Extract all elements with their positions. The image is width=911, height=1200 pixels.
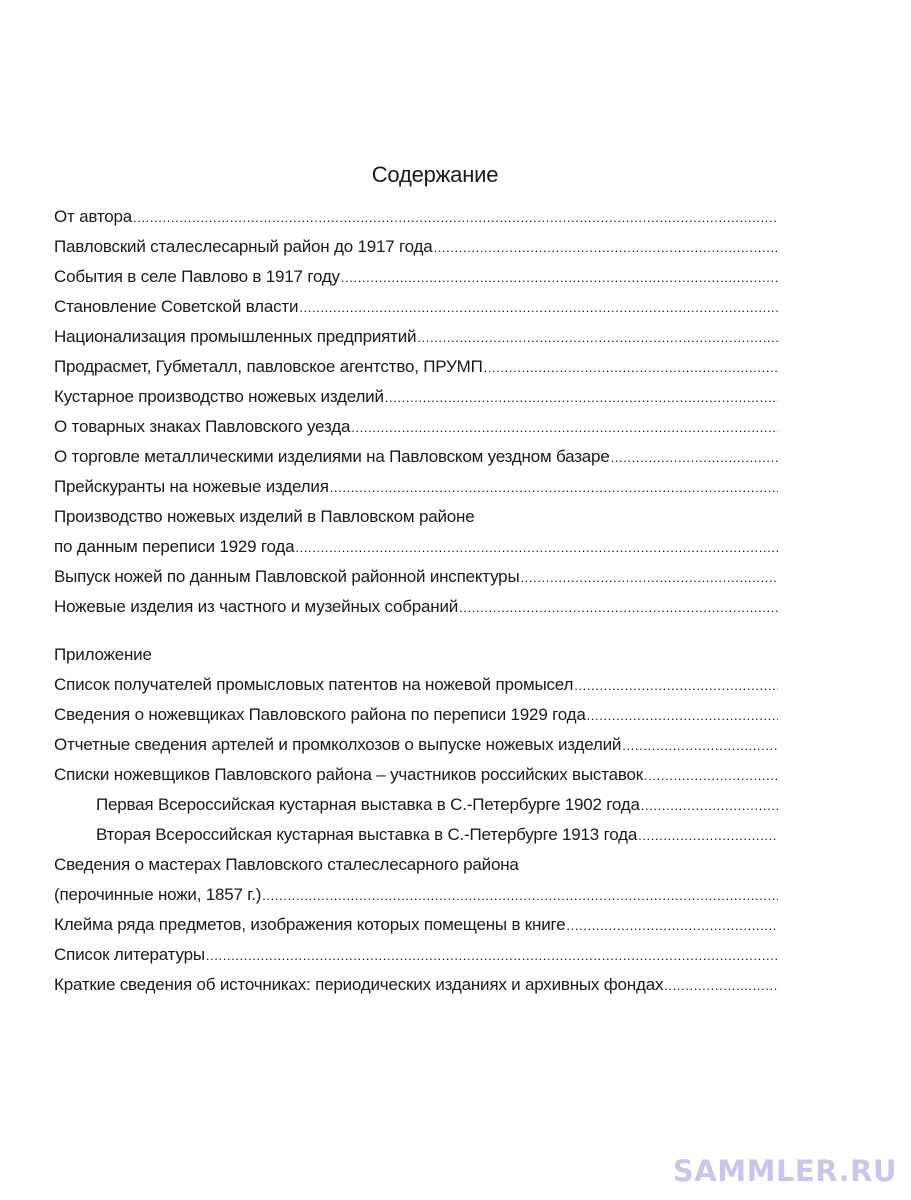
toc-entry-first-line: Производство ножевых изделий в Павловском районе bbox=[54, 507, 475, 526]
toc-entry bbox=[54, 910, 778, 940]
toc-leader-dots bbox=[622, 731, 778, 760]
toc-leader-dots bbox=[638, 821, 778, 850]
toc-leader-dots bbox=[566, 911, 778, 940]
toc-entry bbox=[54, 670, 778, 700]
toc-entry-label: Становление Советской власти bbox=[54, 297, 299, 316]
toc-entry bbox=[54, 760, 778, 790]
toc-entry bbox=[54, 970, 778, 1000]
toc-leader-dots bbox=[587, 701, 778, 730]
toc-leader-dots bbox=[641, 791, 778, 820]
toc-entry bbox=[54, 232, 778, 262]
toc-entry-label: Вторая Всероссийская кустарная выставка в С.-Петербурге 1913 года bbox=[96, 825, 638, 844]
toc-leader-dots bbox=[417, 323, 778, 352]
toc-leader-dots bbox=[611, 443, 778, 472]
toc-entry bbox=[54, 442, 778, 472]
toc-leader-dots bbox=[299, 293, 778, 322]
toc-entry-first-line: Сведения о мастерах Павловского сталеслесарного района bbox=[54, 855, 519, 874]
toc-entry-label: Павловский сталеслесарный район до 1917 года bbox=[54, 237, 433, 256]
toc-entry bbox=[54, 592, 778, 622]
toc-entry-label: События в селе Павлово в 1917 году bbox=[54, 267, 340, 286]
toc-entry bbox=[54, 292, 778, 322]
toc-entry-label: О товарных знаках Павловского уезда bbox=[54, 417, 351, 436]
section-gap bbox=[54, 622, 778, 640]
toc-leader-dots bbox=[295, 533, 778, 562]
appendix-heading: Приложение bbox=[54, 645, 152, 664]
toc-entry bbox=[54, 820, 778, 850]
toc-entry-label: Национализация промышленных предприятий bbox=[54, 327, 417, 346]
toc-leader-dots bbox=[644, 761, 778, 790]
toc-entry-label: Списки ножевщиков Павловского района – участников российских выставок bbox=[54, 765, 643, 784]
toc-entry-label: Список получателей промысловых патентов на ножевой промысел bbox=[54, 675, 574, 694]
toc-entry-label: О торговле металлическими изделиями на Павловском уездном базаре bbox=[54, 447, 610, 466]
toc-entry bbox=[54, 940, 778, 970]
toc-entry-label: Первая Всероссийская кустарная выставка в С.-Петербурге 1902 года bbox=[96, 795, 640, 814]
page-title: Содержание bbox=[371, 162, 499, 187]
watermark: SAMMLER.RU bbox=[672, 1154, 897, 1188]
toc-leader-dots bbox=[330, 473, 778, 502]
toc-entry bbox=[54, 790, 778, 820]
toc-entry bbox=[54, 262, 778, 292]
toc-appendix-section bbox=[54, 670, 778, 1000]
table-of-contents bbox=[54, 202, 778, 1000]
toc-entry-label: Продрасмет, Губметалл, павловское агентство, ПРУМП bbox=[54, 357, 483, 376]
toc-entry-label: Кустарное производство ножевых изделий bbox=[54, 387, 384, 406]
toc-leader-dots bbox=[341, 263, 778, 292]
toc-entry bbox=[54, 562, 778, 592]
toc-entry bbox=[54, 472, 778, 502]
toc-entry-label: Краткие сведения об источниках: периодических изданиях и архивных фондах bbox=[54, 975, 664, 994]
toc-leader-dots bbox=[434, 233, 779, 262]
toc-entry-label: Клейма ряда предметов, изображения которых помещены в книге bbox=[54, 915, 566, 934]
toc-leader-dots bbox=[520, 563, 778, 592]
toc-entry bbox=[54, 880, 778, 910]
toc-entry-label: От автора bbox=[54, 207, 133, 226]
toc-entry-label: по данным переписи 1929 года bbox=[54, 537, 295, 556]
toc-main-section bbox=[54, 202, 778, 622]
toc-leader-dots bbox=[664, 971, 778, 1000]
toc-leader-dots bbox=[459, 593, 778, 622]
toc-leader-dots bbox=[206, 941, 778, 970]
toc-entry bbox=[54, 412, 778, 442]
toc-leader-dots bbox=[574, 671, 778, 700]
toc-entry bbox=[54, 322, 778, 352]
toc-entry-label: (перочинные ножи, 1857 г.) bbox=[54, 885, 262, 904]
toc-entry bbox=[54, 730, 778, 760]
toc-entry-label: Выпуск ножей по данным Павловской районной инспектуры bbox=[54, 567, 520, 586]
toc-leader-dots bbox=[133, 203, 778, 232]
toc-entry bbox=[54, 382, 778, 412]
toc-entry-label: Список литературы bbox=[54, 945, 205, 964]
toc-entry bbox=[54, 532, 778, 562]
toc-entry bbox=[54, 700, 778, 730]
toc-entry bbox=[54, 352, 778, 382]
toc-leader-dots bbox=[351, 413, 778, 442]
toc-leader-dots bbox=[262, 881, 778, 910]
toc-entry-label: Ножевые изделия из частного и музейных собраний bbox=[54, 597, 459, 616]
toc-entry-label: Сведения о ножевщиках Павловского района по переписи 1929 года bbox=[54, 705, 586, 724]
toc-entry-label: Отчетные сведения артелей и промколхозов о выпуске ножевых изделий bbox=[54, 735, 622, 754]
toc-entry bbox=[54, 202, 778, 232]
toc-leader-dots bbox=[385, 383, 778, 412]
toc-leader-dots bbox=[484, 353, 778, 382]
toc-entry-label: Прейскуранты на ножевые изделия bbox=[54, 477, 329, 496]
